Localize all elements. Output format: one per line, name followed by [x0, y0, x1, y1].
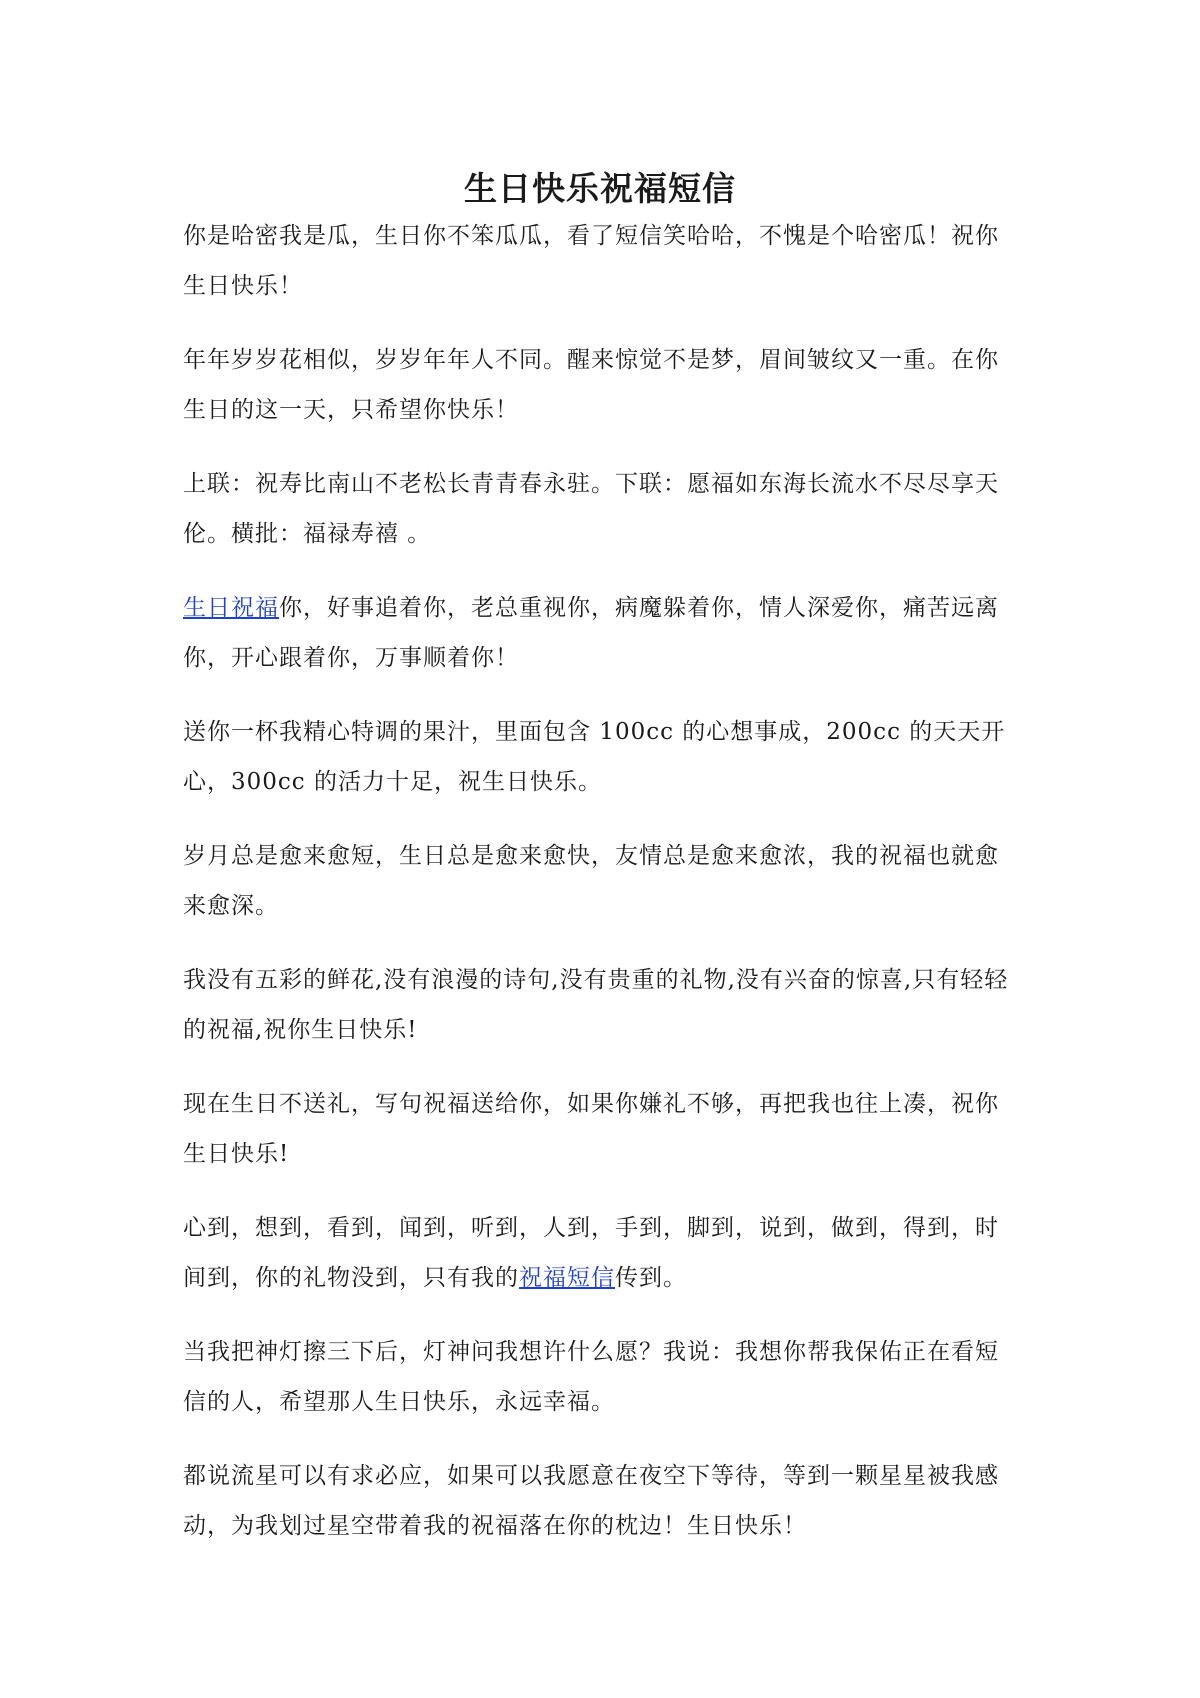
paragraph — [183, 1079, 1015, 1179]
paragraph-text: 你是哈密我是瓜，生日你不笨瓜瓜，看了短信笑哈哈，不愧是个哈密瓜！祝你生日快乐！ — [183, 223, 999, 299]
blessing-sms-link[interactable]: 祝福短信 — [519, 1265, 615, 1291]
paragraph-text: 岁月总是愈来愈短，生日总是愈来愈快，友情总是愈来愈浓，我的祝福也就愈来愈深。 — [183, 843, 999, 919]
paragraph — [183, 955, 1015, 1055]
document-title: 生日快乐祝福短信 — [464, 169, 736, 209]
paragraph — [183, 1451, 1015, 1551]
paragraph-text: 心到，想到，看到，闻到，听到，人到，手到，脚到，说到，做到，得到，时间到，你的礼物没到，只有我的 — [183, 1215, 999, 1291]
paragraph-text: 我没有五彩的鲜花,没有浪漫的诗句,没有贵重的礼物,没有兴奋的惊喜,只有轻轻的祝福,祝你生日快乐! — [183, 967, 1009, 1043]
paragraph — [183, 1327, 1015, 1427]
paragraph-text: 现在生日不送礼，写句祝福送给你，如果你嫌礼不够，再把我也往上凑，祝你生日快乐! — [183, 1091, 999, 1167]
paragraph-text: 都说流星可以有求必应，如果可以我愿意在夜空下等待，等到一颗星星被我感动，为我划过星空带着我的祝福落在你的枕边！生日快乐！ — [183, 1463, 999, 1539]
paragraph — [183, 211, 1015, 311]
paragraph — [183, 459, 1015, 559]
paragraph-text: 送你一杯我精心特调的果汁，里面包含 100cc 的心想事成，200cc 的天天开心，300cc 的活力十足，祝生日快乐。 — [183, 719, 1006, 795]
paragraph-text: 你，好事追着你，老总重视你，病魔躲着你，情人深爱你，痛苦远离你，开心跟着你，万事顺着你！ — [183, 595, 999, 671]
paragraph — [183, 583, 1015, 683]
document-body — [183, 211, 1015, 1575]
paragraph-text: 传到。 — [615, 1265, 687, 1291]
paragraph-text: 上联：祝寿比南山不老松长青青春永驻。下联：愿福如东海长流水不尽尽享天伦。横批：福禄寿禧 。 — [183, 471, 999, 547]
paragraph — [183, 335, 1015, 435]
paragraph — [183, 1203, 1015, 1303]
paragraph — [183, 831, 1015, 931]
birthday-wishes-link[interactable]: 生日祝福 — [183, 595, 279, 621]
paragraph-text: 当我把神灯擦三下后，灯神问我想许什么愿？我说：我想你帮我保佑正在看短信的人，希望那人生日快乐，永远幸福。 — [183, 1339, 999, 1415]
paragraph-text: 年年岁岁花相似，岁岁年年人不同。醒来惊觉不是梦，眉间皱纹又一重。在你生日的这一天，只希望你快乐！ — [183, 347, 999, 423]
paragraph — [183, 707, 1015, 807]
